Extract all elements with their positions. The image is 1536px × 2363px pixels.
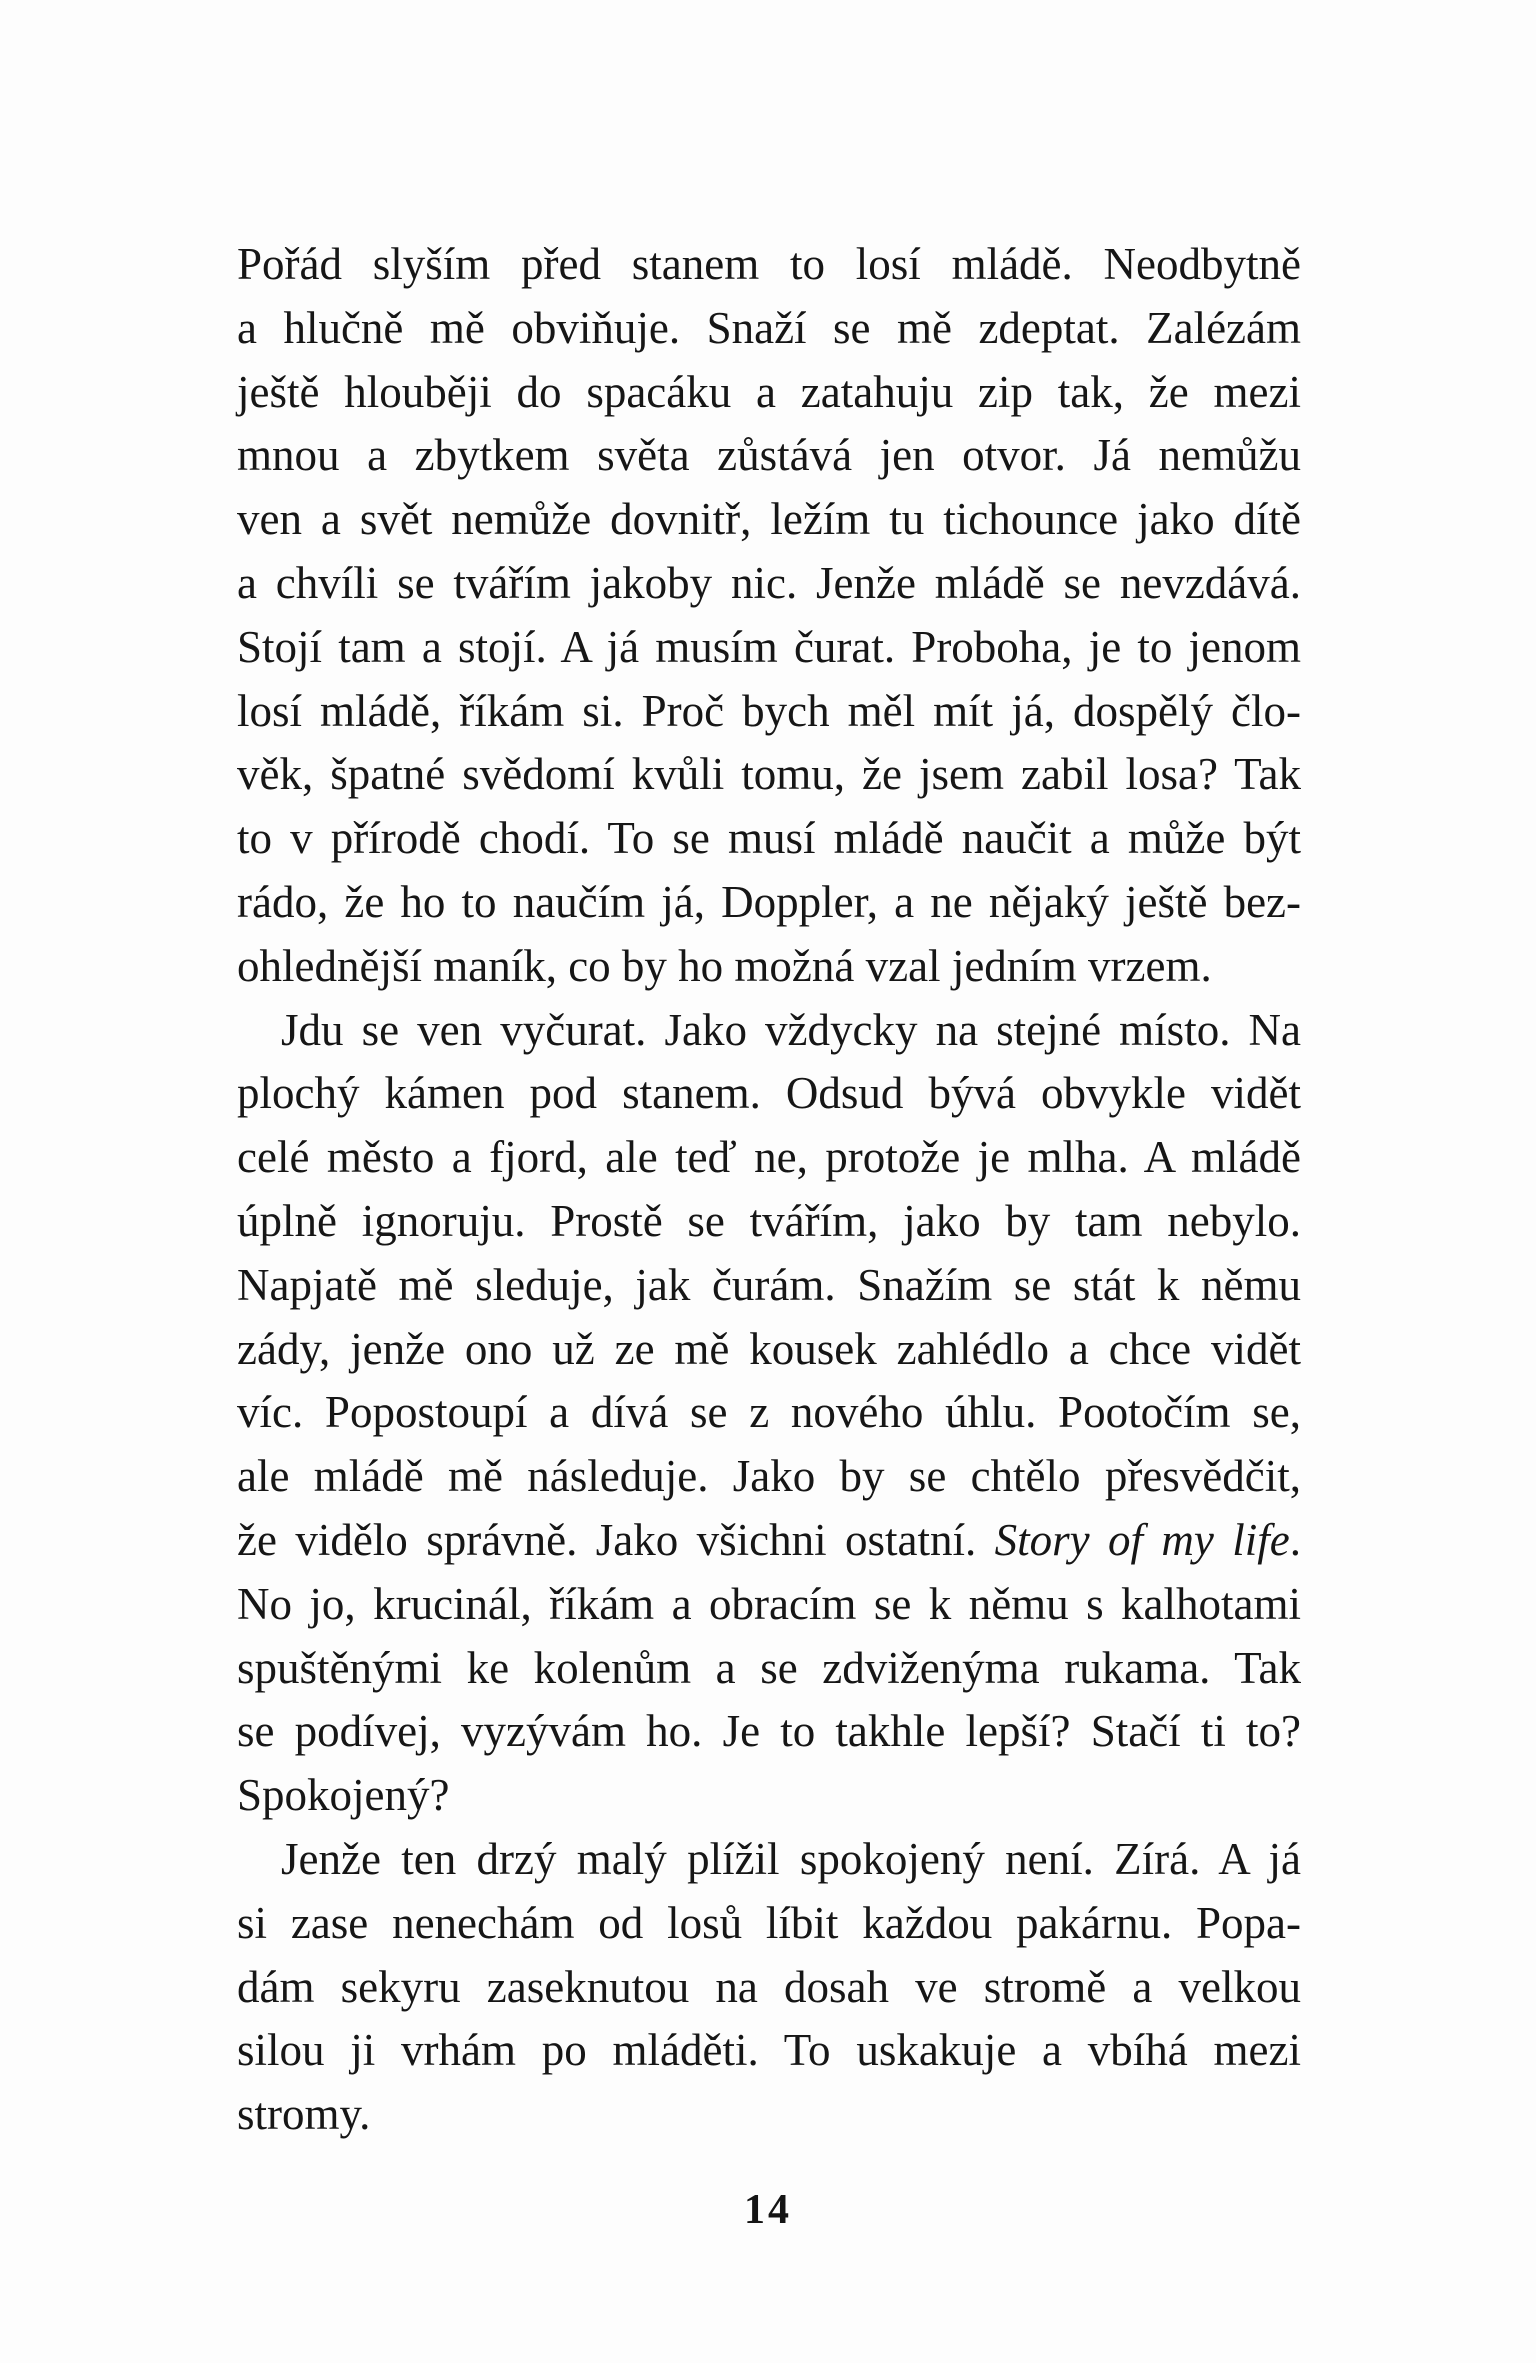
text-segment: věk, špatné svědomí kvůli tomu, že jsem zabil losa? Tak [237,749,1301,800]
text-line [237,1318,1301,1382]
text-line [237,1700,1301,1764]
text-segment: a hlučně mě obviňuje. Snaží se mě zdeptat. Zalézám [237,302,1301,353]
text-line [237,1637,1301,1701]
text-line [237,1381,1301,1445]
text-line [237,233,1301,297]
text-segment: Spokojený? [237,1770,450,1821]
text-segment: ještě hlouběji do spacáku a zatahuju zip tak, že mezi [237,366,1301,417]
text-line [237,2083,1301,2147]
italic-phrase: Story of my life [994,1514,1290,1565]
text-line [237,999,1301,1063]
text-segment: se podívej, vyzývám ho. Je to takhle lepší? Stačí ti to? [237,1706,1301,1757]
text-segment: ven a svět nemůže dovnitř, ležím tu tichounce jako dítě [237,494,1301,545]
text-line [237,616,1301,680]
text-segment: že vidělo správně. Jako všichni ostatní. [237,1514,995,1565]
text-segment: a chvíli se tvářím jakoby nic. Jenže mládě se nevzdává. [237,557,1301,608]
text-segment: ohlednější maník, co by ho možná vzal jedním vrzem. [237,940,1212,991]
text-line [237,871,1301,935]
text-segment: Napjatě mě sleduje, jak čurám. Snažím se stát k němu [237,1259,1301,1310]
text-segment: Stojí tam a stojí. A já musím čurat. Proboha, je to jenom [237,621,1301,672]
text-line [237,361,1301,425]
text-segment: silou ji vrhám po mláděti. To uskakuje a vbíhá mezi [237,2025,1301,2076]
text-line [237,807,1301,871]
text-segment: Jenže ten drzý malý plížil spokojený není. Zírá. A já [281,1833,1301,1884]
text-segment: rádo, že ho to naučím já, Doppler, a ne nějaký ještě bez- [237,876,1301,927]
paragraph [237,999,1301,1828]
paragraph [237,1828,1301,2147]
text-line [237,297,1301,361]
paragraph [237,233,1301,999]
text-segment: to v přírodě chodí. To se musí mládě naučit a může být [237,813,1301,864]
text-line [237,935,1301,999]
text-line [237,1573,1301,1637]
text-segment: spuštěnými ke kolenům a se zdviženýma rukama. Tak [237,1642,1301,1693]
text-segment: Pořád slyším před stanem to losí mládě. Neodbytně [237,239,1301,289]
text-line [237,1828,1301,1892]
text-line [237,1062,1301,1126]
text-segment: plochý kámen pod stanem. Odsud bývá obvykle vidět [237,1068,1301,1119]
text-segment: losí mládě, říkám si. Proč bych měl mít já, dospělý člo- [237,685,1301,736]
text-line [237,2019,1301,2083]
text-segment: No jo, krucinál, říkám a obracím se k němu s kalhotami [237,1578,1301,1629]
text-line [237,1445,1301,1509]
text-line [237,1892,1301,1956]
text-line [237,552,1301,616]
text-segment: mnou a zbytkem světa zůstává jen otvor. Já nemůžu [237,430,1301,481]
text-segment: Jdu se ven vyčurat. Jako vždycky na stejné místo. Na [281,1004,1301,1055]
text-line [237,1190,1301,1254]
text-segment: si zase nenechám od losů líbit každou pakárnu. Popa- [237,1897,1301,1948]
text-segment: celé město a fjord, ale teď ne, protože je mlha. A mládě [237,1132,1301,1183]
text-line [237,1509,1301,1573]
text-segment: stromy. [237,2089,371,2140]
text-segment: úplně ignoruju. Prostě se tvářím, jako by tam nebylo. [237,1195,1301,1246]
text-line [237,1764,1301,1828]
text-segment: . [1289,1514,1301,1565]
text-line [237,1126,1301,1190]
text-line [237,488,1301,552]
text-segment: zády, jenže ono už ze mě kousek zahlédlo a chce vidět [237,1323,1301,1374]
text-block [237,233,1301,2147]
text-segment: ale mládě mě následuje. Jako by se chtělo přesvědčit, [237,1451,1301,1502]
text-segment: víc. Popostoupí a dívá se z nového úhlu. Pootočím se, [237,1387,1301,1438]
text-segment: dám sekyru zaseknutou na dosah ve stromě a velkou [237,1961,1301,2012]
text-line [237,1956,1301,2020]
text-line [237,1254,1301,1318]
text-line [237,743,1301,807]
text-line [237,424,1301,488]
page-number: 14 [744,2187,792,2233]
text-line [237,680,1301,744]
